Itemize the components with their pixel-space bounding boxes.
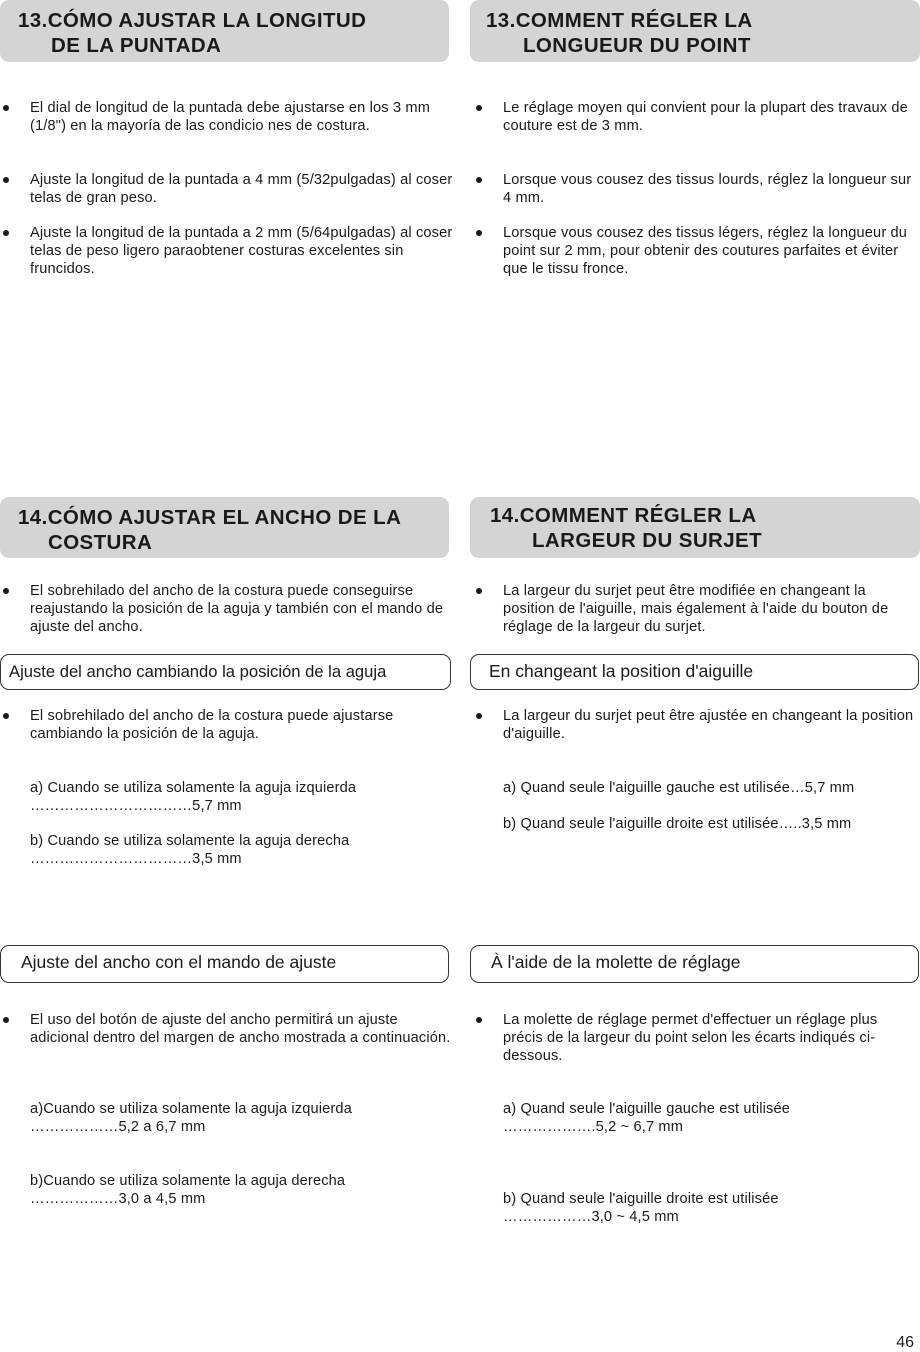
es-s13-bullet-2-text: Ajuste la longitud de la puntada a 4 mm (5/32pulgadas) al coser telas de gran peso. — [30, 172, 453, 206]
es-s13-bullet-3-text: Ajuste la longitud de la puntada a 2 mm (5/64pulgadas) al coser telas de peso ligero paraobtener costuras excelentes sin fruncidos. — [30, 225, 453, 277]
es-section-14-title-line1: 14.CÓMO AJUSTAR EL ANCHO DE LA — [18, 506, 402, 529]
bullet-dot — [476, 1017, 482, 1023]
es-sub2-item-b-label: b)Cuando se utiliza solamente la aguja derecha — [30, 1173, 346, 1189]
fr-sub2-heading: À l'aide de la molette de réglage — [470, 945, 919, 983]
fr-s14-intro-text: La largeur du surjet peut être modifiée en changeant la position de l'aiguille, mais également à l'aide du bouton de réglage de la largeur du surjet. — [503, 583, 889, 635]
fr-sub2-bullet — [503, 1011, 913, 1065]
es-sub1-item-a-label: a) Cuando se utiliza solamente la aguja izquierda — [30, 780, 357, 796]
fr-s13-bullet-2-text: Lorsque vous cousez des tissus lourds, réglez la longueur sur 4 mm. — [503, 172, 912, 206]
es-sub2-item-b — [30, 1172, 345, 1208]
fr-s13-bullet-1 — [503, 99, 913, 135]
es-sub1-item-a-value: ……………………………5,7 mm — [30, 798, 242, 814]
bullet-dot — [3, 713, 9, 719]
fr-section-14-title-line2: LARGEUR DU SURJET — [532, 529, 763, 552]
bullet-dot — [476, 177, 482, 183]
fr-sub1-item-b: b) Quand seule l'aiguille droite est utilisée…..3,5 mm — [503, 816, 852, 832]
es-section-13-title — [0, 0, 449, 62]
fr-sub1-bullet — [503, 707, 917, 743]
es-sub2-bullet-text: El uso del botón de ajuste del ancho permitirá un ajuste adicional dentro del margen de ancho mostrada a continuación. — [30, 1012, 451, 1046]
fr-s13-bullet-3-text: Lorsque vous cousez des tissus légers, réglez la longueur du point sur 2 mm, pour obtenir des coutures parfaites et éviter que le tissu fronce. — [503, 225, 908, 277]
fr-sub2-item-a-value: ……………….5,2 ~ 6,7 mm — [503, 1119, 684, 1135]
bullet-dot — [3, 105, 9, 111]
fr-s13-bullet-3 — [503, 224, 919, 278]
bullet-dot — [3, 1017, 9, 1023]
fr-s13-bullet-2 — [503, 171, 913, 207]
es-sub1-item-a — [30, 779, 356, 815]
bullet-dot — [3, 177, 9, 183]
es-sub1-item-b — [30, 832, 349, 868]
es-sub1-bullet-text: El sobrehilado del ancho de la costura puede ajustarse cambiando la posición de la aguja. — [30, 708, 394, 742]
fr-sub2-item-b — [503, 1190, 779, 1226]
fr-sub2-item-a — [503, 1100, 790, 1136]
fr-section-14-title — [470, 497, 920, 558]
es-section-13-title-line2: DE LA PUNTADA — [51, 34, 222, 57]
es-sub2-item-a-label: a)Cuando se utiliza solamente la aguja izquierda — [30, 1101, 352, 1117]
page-number: 46 — [896, 1334, 914, 1351]
fr-sub1-item-a: a) Quand seule l'aiguille gauche est utilisée…5,7 mm — [503, 780, 855, 796]
es-s13-bullet-3 — [30, 224, 458, 278]
es-sub1-bullet — [30, 707, 458, 743]
fr-sub2-item-a-label: a) Quand seule l'aiguille gauche est utilisée — [503, 1101, 790, 1117]
es-section-13-title-line1: 13.CÓMO AJUSTAR LA LONGITUD — [18, 9, 367, 32]
es-sub2-item-b-value: ………………3,0 a 4,5 mm — [30, 1191, 206, 1207]
es-sub2-heading: Ajuste del ancho con el mando de ajuste — [0, 945, 449, 983]
fr-section-13-title — [470, 0, 920, 62]
fr-s13-bullet-1-text: Le réglage moyen qui convient pour la plupart des travaux de couture est de 3 mm. — [503, 100, 908, 134]
fr-section-13-title-line1: 13.COMMENT RÉGLER LA — [486, 9, 753, 32]
es-sub1-item-b-value: ……………………………3,5 mm — [30, 851, 242, 867]
es-s13-bullet-1-text: El dial de longitud de la puntada debe ajustarse en los 3 mm (1/8") en la mayoría de las condicio nes de costura. — [30, 100, 431, 134]
fr-sub2-item-b-label: b) Quand seule l'aiguille droite est utilisée — [503, 1191, 779, 1207]
fr-sub2-item-b-value: ………………3,0 ~ 4,5 mm — [503, 1209, 679, 1225]
es-sub1-heading: Ajuste del ancho cambiando la posición de la aguja — [0, 654, 451, 690]
bullet-dot — [476, 105, 482, 111]
fr-section-13-title-line2: LONGUEUR DU POINT — [523, 34, 751, 57]
fr-section-14-title-line1: 14.COMMENT RÉGLER LA — [490, 504, 757, 527]
es-s13-bullet-2 — [30, 171, 458, 207]
es-section-14-title-line2: COSTURA — [48, 531, 153, 554]
es-s13-bullet-1 — [30, 99, 458, 135]
bullet-dot — [476, 713, 482, 719]
es-sub2-item-a — [30, 1100, 352, 1136]
bullet-dot — [3, 588, 9, 594]
es-sub2-item-a-value: ………………5,2 a 6,7 mm — [30, 1119, 206, 1135]
fr-s14-intro — [503, 582, 913, 636]
es-s14-intro — [30, 582, 450, 636]
es-sub2-bullet — [30, 1011, 458, 1047]
fr-sub1-bullet-text: La largeur du surjet peut être ajustée en changeant la position d'aiguille. — [503, 708, 914, 742]
bullet-dot — [476, 230, 482, 236]
bullet-dot — [3, 230, 9, 236]
es-section-14-title — [0, 497, 449, 558]
bullet-dot — [476, 588, 482, 594]
fr-sub1-heading: En changeant la position d'aiguille — [470, 654, 919, 690]
es-sub1-item-b-label: b) Cuando se utiliza solamente la aguja derecha — [30, 833, 350, 849]
es-s14-intro-text: El sobrehilado del ancho de la costura puede conseguirse reajustando la posición de la aguja y también con el mando de ajuste del ancho. — [30, 583, 444, 635]
fr-sub2-bullet-text: La molette de réglage permet d'effectuer un réglage plus précis de la largeur du point selon les écarts indiqués ci-dessous. — [503, 1012, 878, 1064]
